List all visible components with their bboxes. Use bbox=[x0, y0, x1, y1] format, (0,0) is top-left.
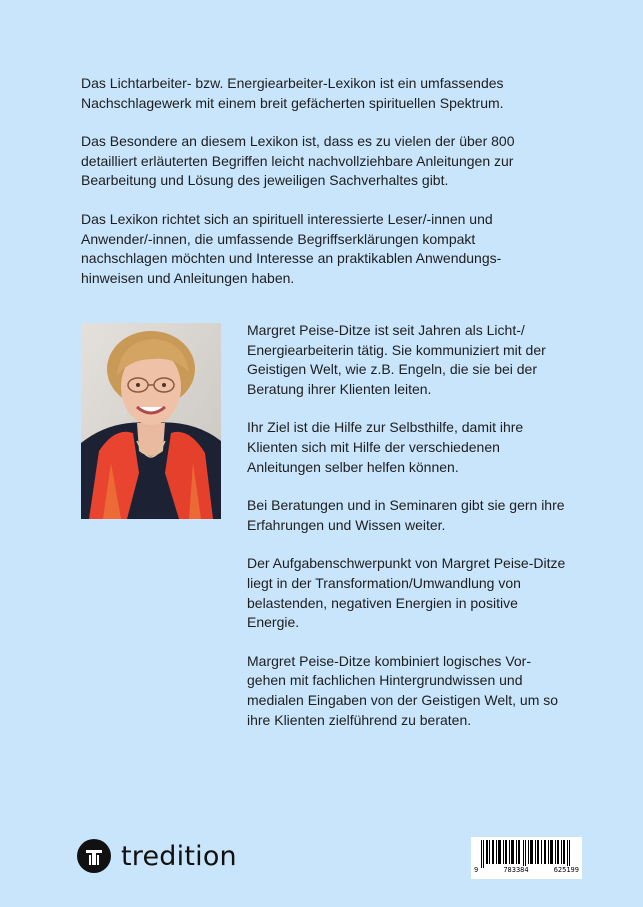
intro-paragraph-2: Das Besondere an diesem Lexikon ist, dass es zu vielen der über 800 detailliert erläuterten Begriffen leicht nachvollziehbare Anleitungen zur Bearbeitung und Lösung des jeweiligen Sachverhaltes gibt. bbox=[81, 133, 515, 189]
barcode-digit-first: 9 bbox=[474, 866, 479, 874]
bio-paragraph-5: Margret Peise-Ditze kombiniert logisches Vor- gehen mit fachlichen Hintergrundwissen und medialen Eingaben von der Geistigen Welt, um so ihre Klienten zielführend zu beraten. bbox=[247, 652, 559, 728]
publisher-logo bbox=[77, 839, 237, 873]
isbn-barcode bbox=[471, 837, 582, 879]
author-photo bbox=[81, 323, 221, 519]
intro-text bbox=[81, 74, 561, 307]
intro-paragraph-1: Das Lichtarbeiter- bzw. Energiearbeiter-Lexikon ist ein umfassendes Nachschlagewerk mit einem breit gefächerten spirituellen Spektrum. bbox=[81, 75, 504, 111]
tredition-logo-icon bbox=[77, 839, 111, 873]
bio-paragraph-3: Bei Beratungen und in Seminaren gibt sie gern ihre Erfahrungen und Wissen weiter. bbox=[247, 497, 565, 533]
publisher-name: tredition bbox=[121, 840, 237, 872]
bio-paragraph-4: Der Aufgabenschwerpunkt von Margret Peise-Ditze liegt in der Transformation/Umwandlung von belastenden, negativen Energien in positive Energie. bbox=[247, 555, 566, 631]
barcode-digits-right: 625199 bbox=[553, 866, 579, 874]
author-bio bbox=[247, 321, 567, 749]
bio-paragraph-2: Ihr Ziel ist die Hilfe zur Selbsthilfe, damit ihre Klienten sich mit Hilfe der verschiedenen Anleitungen selber helfen können. bbox=[247, 419, 524, 475]
barcode-bars bbox=[477, 840, 576, 868]
barcode-digits bbox=[473, 866, 580, 874]
barcode-digits-left: 783384 bbox=[503, 866, 529, 874]
intro-paragraph-3: Das Lexikon richtet sich an spirituell interessierte Leser/-innen und Anwender/-innen, die umfassende Begriffserklärungen kompakt nachschlagen möchten und Interesse an praktikablen Anwendungs- hinweisen und Anleitungen haben. bbox=[81, 210, 502, 286]
bio-paragraph-1: Margret Peise-Ditze ist seit Jahren als Licht-/ Energiearbeiterin tätig. Sie kommuniziert mit der Geistigen Welt, wie z.B. Engeln, die sie bei der Beratung ihrer Klienten leiten. bbox=[247, 322, 546, 397]
